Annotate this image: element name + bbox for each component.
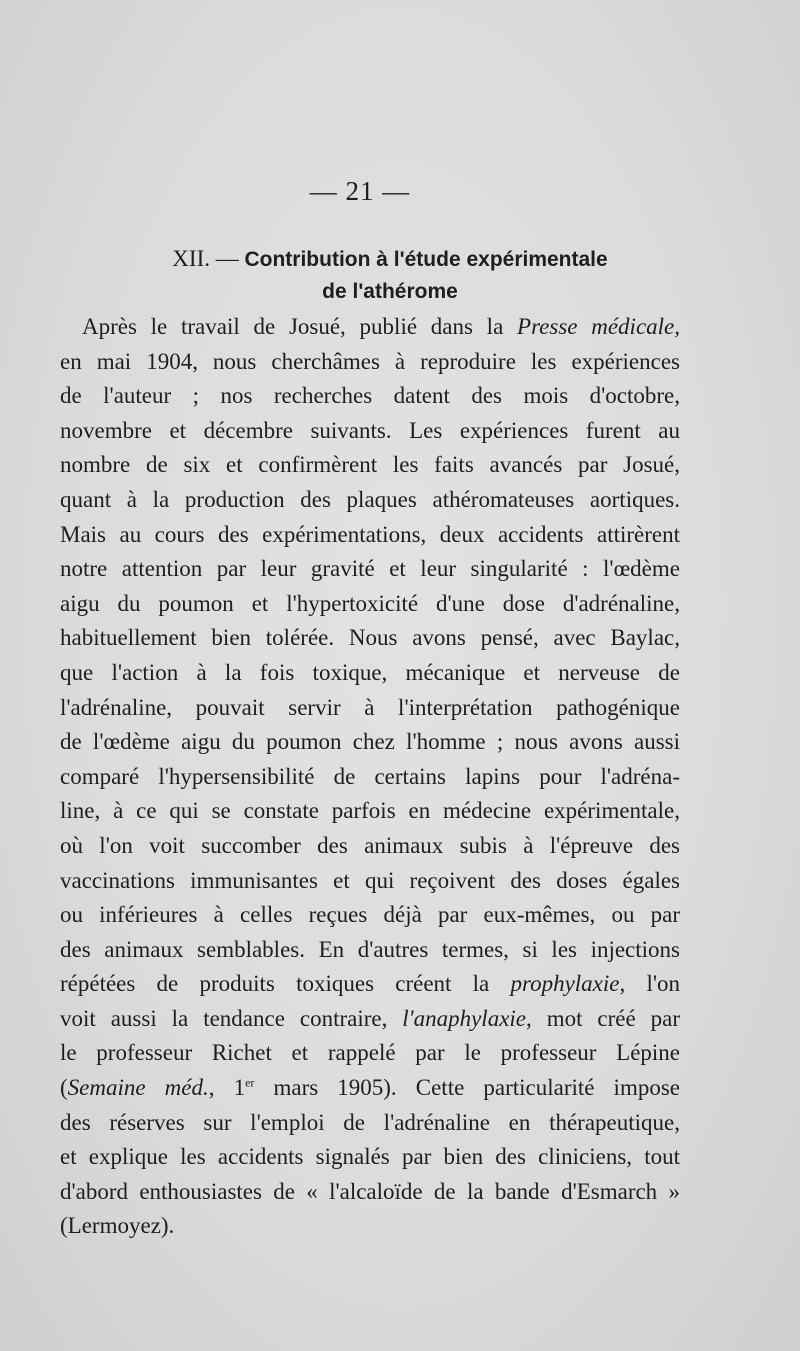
text-line: de l'auteur ; nos recherches datent des mois d'octobre,: [60, 383, 680, 409]
text-span: , l'on: [619, 971, 680, 997]
text-line: notre attention par leur gravité et leur singularité : l'œdème: [60, 556, 680, 582]
text-line: le professeur Richet et rappelé par le professeur Lépine: [60, 1040, 680, 1066]
body-paragraph: [60, 310, 680, 1244]
text-line: de l'œdème aigu du poumon chez l'homme ; nous avons aussi: [60, 729, 680, 755]
text-line: habituellement bien tolérée. Nous avons pensé, avec Baylac,: [60, 625, 680, 651]
page-number: — 21 —: [309, 176, 411, 206]
text-line: comparé l'hypersensibilité de certains lapins pour l'adréna-: [60, 763, 680, 789]
text-span: mars 1905). Cette particularité impose: [254, 1075, 680, 1101]
text-line: des réserves sur l'emploi de l'adrénaline en thérapeutique,: [60, 1109, 680, 1135]
text-span: Après le travail de Josué, publié dans la: [82, 314, 518, 339]
text-line: (Lermoyez).: [60, 1213, 175, 1239]
section-heading: [60, 244, 720, 309]
journal-title: Semaine méd.: [67, 1075, 209, 1101]
text-line: et explique les accidents signalés par bien des cliniciens, tout: [60, 1144, 680, 1170]
text-line: où l'on voit succomber des animaux subis à l'épreuve des: [60, 832, 680, 858]
text-line: novembre et décembre suivants. Les expériences furent au: [60, 417, 680, 443]
section-numeral: XII. —: [172, 246, 245, 271]
section-title-line1: Contribution à l'étude expérimentale: [244, 248, 608, 271]
text-line: nombre de six et confirmèrent les faits avancés par Josué,: [60, 452, 680, 478]
section-title-line2: de l'athérome: [322, 280, 458, 303]
text-span: voit aussi la tendance contraire,: [60, 1005, 403, 1031]
text-line: Mais au cours des expérimentations, deux accidents attirèrent: [60, 521, 680, 547]
italic-term: l'anaphylaxie: [402, 1005, 526, 1031]
text-span: répétées de produits toxiques créent la: [60, 971, 511, 997]
italic-term: prophylaxie: [510, 971, 620, 997]
text-line: [60, 1071, 680, 1106]
text-span: , 1: [208, 1075, 246, 1101]
text-line: line, à ce qui se constate parfois en médecine expérimentale,: [60, 798, 680, 824]
text-line: aigu du poumon et l'hypertoxicité d'une dose d'adrénaline,: [60, 590, 680, 616]
text-line: [60, 1002, 680, 1037]
text-line: [60, 310, 680, 345]
text-line: d'abord enthousiastes de « l'alcaloïde de la bande d'Esmarch »: [60, 1178, 680, 1204]
text-line: quant à la production des plaques athéromateuses aortiques.: [60, 486, 680, 512]
text-line: des animaux semblables. En d'autres termes, si les injections: [60, 936, 680, 962]
text-line: ou inférieures à celles reçues déjà par eux-mêmes, ou par: [60, 902, 680, 928]
ordinal-superscript: er: [245, 1075, 255, 1090]
text-span: , mot créé par: [526, 1005, 680, 1031]
text-span: (: [60, 1075, 68, 1101]
text-line: vaccinations immunisantes et qui reçoivent des doses égales: [60, 867, 680, 893]
text-line: l'adrénaline, pouvait servir à l'interprétation pathogénique: [60, 694, 680, 720]
text-line: en mai 1904, nous cherchâmes à reproduire les expériences: [60, 348, 680, 374]
text-line: [60, 967, 680, 1002]
text-line: que l'action à la fois toxique, mécanique et nerveuse de: [60, 659, 680, 685]
journal-title: Presse médicale,: [517, 314, 680, 339]
